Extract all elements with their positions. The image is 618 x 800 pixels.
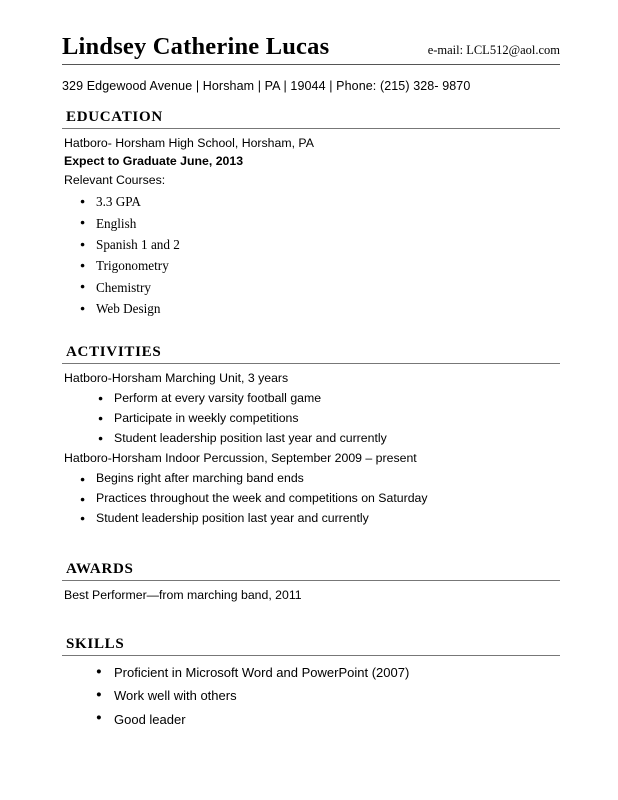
activities-body: [62, 369, 560, 529]
list-item: ● Spanish 1 and 2: [62, 234, 560, 255]
list-item: ● Begins right after marching band ends: [62, 469, 560, 489]
section-skills: [62, 636, 560, 730]
list-item: ● Proficient in Microsoft Word and PowerPoint (2007): [62, 661, 560, 684]
list-item: ● Work well with others: [62, 684, 560, 707]
spacer: [62, 610, 560, 636]
activities-divider: [62, 363, 560, 364]
skills-body: [62, 661, 560, 730]
list-item: ● Web Design: [62, 298, 560, 319]
section-awards: [62, 561, 560, 604]
list-item: ● English: [62, 213, 560, 234]
list-item: ● Trigonometry: [62, 255, 560, 276]
page-title: Lindsey Catherine Lucas: [62, 33, 330, 60]
email-text: e-mail: LCL512@aol.com: [427, 42, 560, 57]
list-item: ● Student leadership position last year and currently: [62, 509, 560, 529]
section-title-education: EDUCATION: [66, 108, 163, 125]
list-item: ● Participate in weekly competitions: [62, 409, 560, 429]
section-education: [62, 109, 560, 320]
education-divider: [62, 128, 560, 129]
resume-header: [62, 34, 560, 64]
spacer: [62, 326, 560, 344]
skills-divider: [62, 655, 560, 656]
education-graduation: Expect to Graduate June, 2013: [64, 154, 244, 169]
section-activities: [62, 344, 560, 529]
activity-entry2-title: Hatboro-Horsham Indoor Percussion, September 2009 – present: [64, 450, 417, 465]
list-item: ● Student leadership position last year and currently: [62, 429, 560, 449]
list-item: ● Practices throughout the week and competitions on Saturday: [62, 489, 560, 509]
education-courses-label: Relevant Courses:: [64, 172, 166, 187]
contact-line: 329 Edgewood Avenue | Horsham | PA | 19044 | Phone: (215) 328- 9870: [62, 78, 471, 93]
activity-entry1-title: Hatboro-Horsham Marching Unit, 3 years: [64, 370, 289, 385]
list-item: ● 3.3 GPA: [62, 191, 560, 212]
awards-body: [62, 586, 560, 604]
skills-list: [62, 661, 560, 730]
section-title-awards: AWARDS: [66, 560, 134, 577]
education-course-list: [62, 191, 560, 319]
list-item: ● Chemistry: [62, 277, 560, 298]
section-title-skills: SKILLS: [66, 636, 125, 653]
header-divider: [62, 64, 560, 65]
education-school: Hatboro- Horsham High School, Horsham, PA: [64, 135, 314, 150]
list-item: ● Good leader: [62, 708, 560, 731]
activity-entry1-list: [62, 389, 560, 449]
spacer: [62, 535, 560, 561]
list-item: ● Perform at every varsity football game: [62, 389, 560, 409]
award-item: Best Performer—from marching band, 2011: [64, 587, 302, 602]
awards-divider: [62, 580, 560, 581]
education-body: [62, 134, 560, 320]
section-title-activities: ACTIVITIES: [66, 343, 162, 360]
activity-entry2-list: [62, 469, 560, 529]
